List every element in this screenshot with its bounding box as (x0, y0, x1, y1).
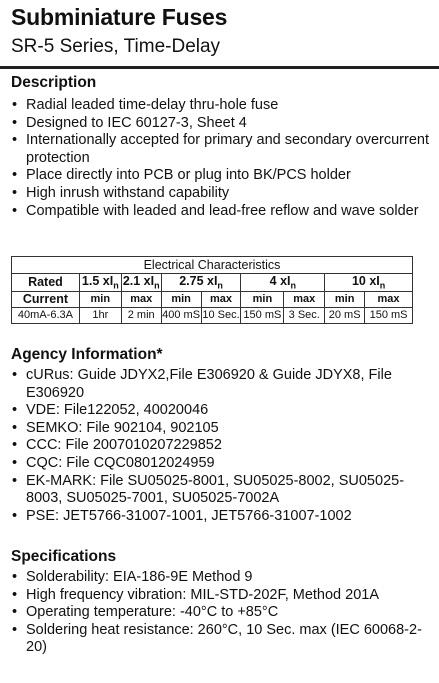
group-header-4: 4 $xI_n$ (241, 274, 325, 292)
value-cell: 1hr (79, 307, 121, 323)
electrical-characteristics-table (11, 256, 413, 324)
subheader-cell: max (201, 291, 241, 307)
subheader-cell: min (79, 291, 121, 307)
value-cell: 40mA-6.3A (12, 307, 80, 323)
value-cell: 20 mS (325, 307, 365, 323)
specifications-list (11, 569, 431, 657)
subheader-cell: min (325, 291, 365, 307)
list-item: • Compatible with leaded and lead-free reflow and wave solder (11, 203, 431, 221)
table-caption: Electrical Characteristics (12, 257, 413, 274)
page-title: Subminiature Fuses (11, 4, 228, 30)
list-item: • Internationally accepted for primary and secondary overcurrent protection (11, 132, 431, 167)
value-cell: 150 mS (365, 307, 413, 323)
subheader-cell: max (365, 291, 413, 307)
group-header-1-5: 1.5 $xI_n$ (79, 274, 121, 292)
list-item: • Soldering heat resistance: 260°C, 10 Sec. max (IEC 60068-2-20) (11, 622, 431, 657)
description-heading: Description (11, 74, 97, 91)
value-cell: 150 mS (241, 307, 284, 323)
value-cell: 400 mS (162, 309, 201, 321)
subheader-cell: min (241, 291, 284, 307)
group-header-2-75: 2.75 $xI_n$ (161, 274, 241, 292)
value-cell: 3 Sec. (284, 307, 325, 323)
group-header-2-1: 2.1 $xI_n$ (122, 274, 160, 291)
list-item: • High frequency vibration: MIL-STD-202F, Method 201A (11, 587, 431, 605)
agency-heading: Agency Information* (11, 346, 163, 363)
group-header-10: 10 $xI_n$ (325, 274, 413, 292)
subheader-cell: max (121, 291, 161, 307)
value-cell: 2 min (121, 307, 161, 323)
list-item: • Radial leaded time-delay thru-hole fuse (11, 97, 431, 115)
specifications-heading: Specifications (11, 548, 117, 565)
value-cell: 10 Sec. (202, 309, 240, 321)
list-item: • Solderability: EIA-186-9E Method 9 (11, 569, 431, 587)
list-item: • CCC: File 2007010207229852 (11, 437, 431, 455)
list-item: • CQC: File CQC08012024959 (11, 455, 431, 473)
list-item: • cURus: Guide JDYX2,File E306920 & Guide JDYX8, File E306920 (11, 367, 431, 402)
list-item: • Operating temperature: -40°C to +85°C (11, 604, 431, 622)
list-item: • Place directly into PCB or plug into BK/PCS holder (11, 167, 431, 185)
agency-list (11, 367, 431, 525)
list-item: • Designed to IEC 60127-3, Sheet 4 (11, 115, 431, 133)
list-item: • SEMKO: File 902104, 902105 (11, 420, 431, 438)
title-divider (0, 66, 439, 69)
subheader-cell: max (284, 291, 325, 307)
subheader-cell: min (161, 291, 201, 307)
current-header: Current (12, 291, 80, 307)
list-item: • EK-MARK: File SU05025-8001, SU05025-8002, SU05025-8003, SU05025-7001, SU05025-7002A (11, 473, 431, 508)
rated-header: Rated (12, 274, 80, 292)
list-item: • High inrush withstand capability (11, 185, 431, 203)
list-item: • PSE: JET5766-31007-1001, JET5766-31007-1002 (11, 508, 431, 526)
page-subtitle: SR-5 Series, Time-Delay (11, 36, 221, 57)
list-item: • VDE: File122052, 40020046 (11, 402, 431, 420)
description-list (11, 97, 431, 220)
